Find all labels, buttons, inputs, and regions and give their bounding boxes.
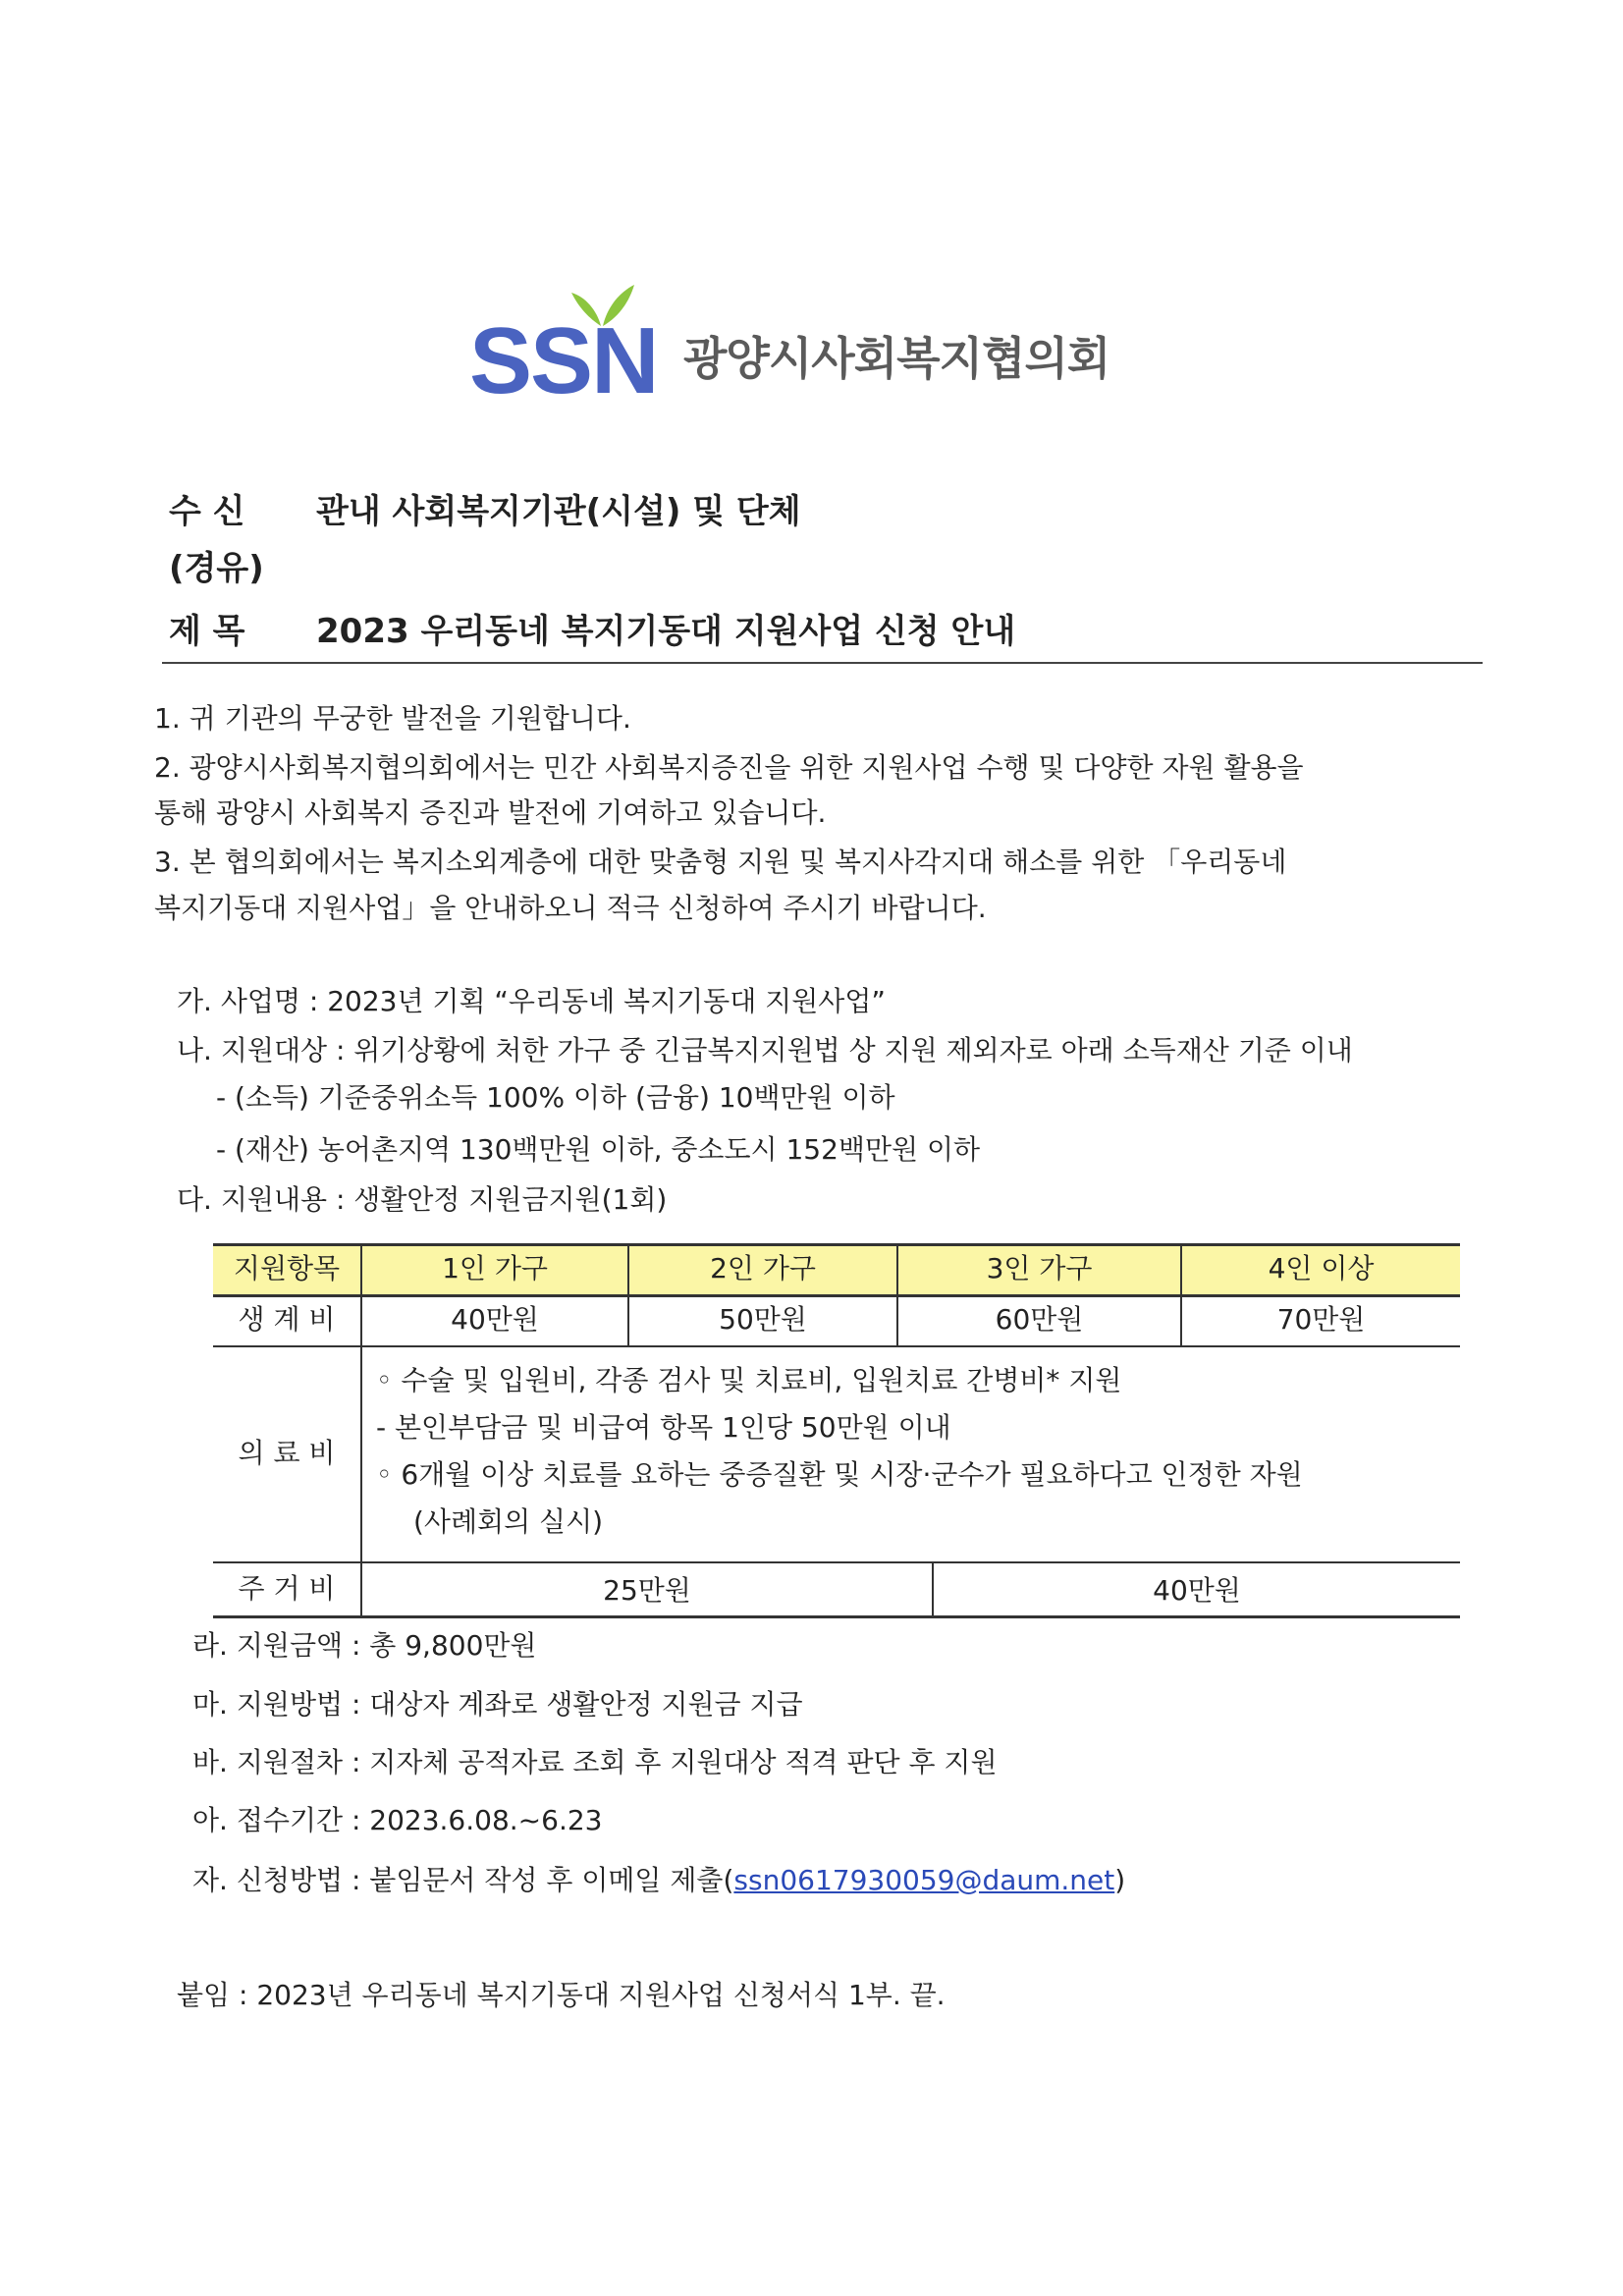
support-table xyxy=(213,1243,1460,1618)
housing-value-2: 40만원 xyxy=(1153,1574,1241,1607)
table-header-item: 지원항목 xyxy=(233,1252,341,1285)
org-logo xyxy=(469,285,1216,413)
recipient-value: 관내 사회복지기관(시설) 및 단체 xyxy=(316,492,801,531)
housing-label: 주 거 비 xyxy=(238,1572,336,1605)
item-ja-suffix: ) xyxy=(1114,1864,1126,1896)
item-na-sub-1: - (소득) 기준중위소득 100% 이하 (금융) 10백만원 이하 xyxy=(216,1081,895,1114)
medical-line-4: (사례회의 실시) xyxy=(413,1505,604,1538)
item-na: 나. 지원대상 : 위기상황에 처한 가구 중 긴급복지지원법 상 지원 제외자로 아래 소득재산 기준 이내 xyxy=(177,1034,1353,1066)
subject-value: 2023 우리동네 복지기동대 지원사업 신청 안내 xyxy=(316,612,1016,651)
medical-line-2: - 본인부담금 및 비급여 항목 1인당 50만원 이내 xyxy=(376,1411,951,1444)
via-label: (경유) xyxy=(169,549,264,588)
living-label: 생 계 비 xyxy=(238,1303,336,1336)
email-link[interactable]: ssn0617930059@daum.net xyxy=(733,1864,1115,1896)
item-ga: 가. 사업명 : 2023년 기획 “우리동네 복지기동대 지원사업” xyxy=(177,985,886,1017)
living-3p: 60만원 xyxy=(995,1303,1084,1336)
medical-label: 의 료 비 xyxy=(238,1437,336,1469)
living-2p: 50만원 xyxy=(719,1303,807,1336)
paragraph-1: 1. 귀 기관의 무궁한 발전을 기원합니다. xyxy=(154,702,631,735)
paragraph-3-line-2: 복지기동대 지원사업」을 안내하오니 적극 신청하여 주시기 바랍니다. xyxy=(154,892,987,924)
subject-label: 제 목 xyxy=(169,612,245,651)
living-4p: 70만원 xyxy=(1276,1303,1366,1336)
recipient-label: 수 신 xyxy=(169,492,245,531)
item-ja-prefix: 자. 신청방법 : 붙임문서 작성 후 이메일 제출( xyxy=(192,1864,734,1896)
table-header-1p: 1인 가구 xyxy=(442,1252,548,1285)
item-ra: 라. 지원금액 : 총 9,800만원 xyxy=(192,1629,537,1662)
table-header-2p: 2인 가구 xyxy=(710,1252,816,1285)
item-da: 다. 지원내용 : 생활안정 지원금지원(1회) xyxy=(177,1183,668,1216)
table-header-3p: 3인 가구 xyxy=(986,1252,1093,1285)
item-a: 아. 접수기간 : 2023.6.08.~6.23 xyxy=(192,1804,603,1836)
logo-org-name: 광양시사회복지협의회 xyxy=(683,332,1110,385)
attachment-note: 붙임 : 2023년 우리동네 복지기동대 지원사업 신청서식 1부. 끝. xyxy=(177,1979,946,2011)
medical-line-3: ◦ 6개월 이상 치료를 요하는 중증질환 및 시장·군수가 필요하다고 인정한 자원 xyxy=(376,1458,1303,1491)
item-ma: 마. 지원방법 : 대상자 계좌로 생활안정 지원금 지급 xyxy=(192,1688,803,1721)
paragraph-3-line-1: 3. 본 협의회에서는 복지소외계층에 대한 맞춤형 지원 및 복지사각지대 해소를 위한 「우리동네 xyxy=(154,846,1287,878)
paragraph-2-line-2: 통해 광양시 사회복지 증진과 발전에 기여하고 있습니다. xyxy=(154,796,827,829)
housing-value-1: 25만원 xyxy=(603,1574,691,1607)
item-ba: 바. 지원절차 : 지자체 공적자료 조회 후 지원대상 적격 판단 후 지원 xyxy=(192,1746,998,1778)
item-na-sub-2: - (재산) 농어촌지역 130백만원 이하, 중소도시 152백만원 이하 xyxy=(216,1133,981,1166)
paragraph-2-line-1: 2. 광양시사회복지협의회에서는 민간 사회복지증진을 위한 지원사업 수행 및 다양한 자원 활용을 xyxy=(154,751,1304,784)
logo-brand: SSN xyxy=(469,308,658,413)
header-divider xyxy=(162,662,1483,664)
living-1p: 40만원 xyxy=(451,1303,539,1336)
item-ja xyxy=(192,1864,1126,1896)
medical-line-1: ◦ 수술 및 입원비, 각종 검사 및 치료비, 입원치료 간병비* 지원 xyxy=(376,1364,1122,1396)
table-header-4p: 4인 이상 xyxy=(1268,1252,1375,1285)
